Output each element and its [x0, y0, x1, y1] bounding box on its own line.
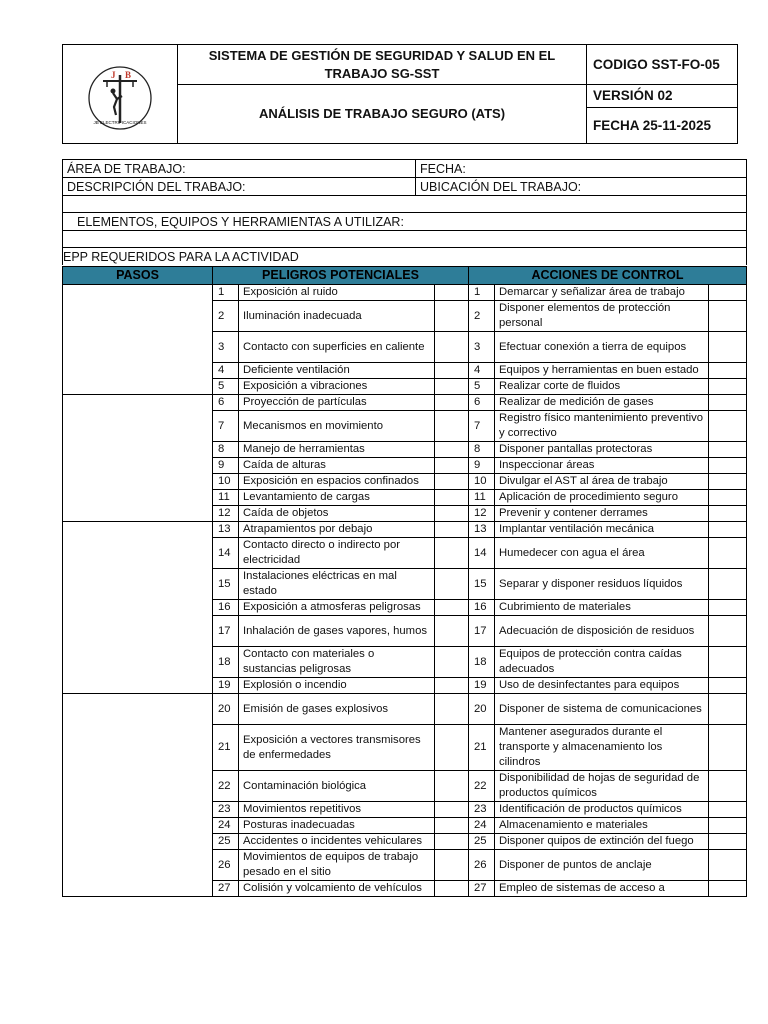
accion-number: 26 — [469, 850, 495, 881]
accion-check-cell[interactable] — [709, 411, 747, 442]
accion-text: Equipos y herramientas en buen estado — [495, 363, 709, 379]
col-acciones-header: ACCIONES DE CONTROL — [469, 267, 747, 285]
peligro-check-cell[interactable] — [435, 395, 469, 411]
peligro-number: 16 — [213, 600, 239, 616]
accion-text: Equipos de protección contra caídas adecuados — [495, 647, 709, 678]
peligro-check-cell[interactable] — [435, 490, 469, 506]
peligro-number: 6 — [213, 395, 239, 411]
peligro-text: Mecanismos en movimiento — [239, 411, 435, 442]
peligro-number: 17 — [213, 616, 239, 647]
document-version: VERSIÓN 02 — [587, 85, 737, 108]
peligro-text: Contacto directo o indirecto por electricidad — [239, 538, 435, 569]
peligro-text: Movimientos de equipos de trabajo pesado en el sitio — [239, 850, 435, 881]
peligro-number: 4 — [213, 363, 239, 379]
accion-number: 16 — [469, 600, 495, 616]
accion-text: Prevenir y contener derrames — [495, 506, 709, 522]
accion-number: 20 — [469, 694, 495, 725]
accion-text: Disponer de sistema de comunicaciones — [495, 694, 709, 725]
peligro-number: 23 — [213, 802, 239, 818]
peligro-number: 26 — [213, 850, 239, 881]
accion-check-cell[interactable] — [709, 395, 747, 411]
accion-text: Demarcar y señalizar área de trabajo — [495, 285, 709, 301]
accion-check-cell[interactable] — [709, 678, 747, 694]
peligro-text: Contacto con materiales o sustancias peligrosas — [239, 647, 435, 678]
accion-check-cell[interactable] — [709, 647, 747, 678]
accion-number: 7 — [469, 411, 495, 442]
accion-text: Divulgar el AST al área de trabajo — [495, 474, 709, 490]
peligro-check-cell[interactable] — [435, 834, 469, 850]
peligro-number: 5 — [213, 379, 239, 395]
peligro-check-cell[interactable] — [435, 285, 469, 301]
accion-check-cell[interactable] — [709, 332, 747, 363]
descripcion-blank-line[interactable] — [63, 196, 747, 213]
svg-text:J: J — [111, 70, 116, 80]
accion-number: 19 — [469, 678, 495, 694]
accion-number: 27 — [469, 881, 495, 897]
accion-number: 11 — [469, 490, 495, 506]
peligro-text: Inhalación de gases vapores, humos — [239, 616, 435, 647]
peligro-text: Emisión de gases explosivos — [239, 694, 435, 725]
peligro-check-cell[interactable] — [435, 379, 469, 395]
peligro-number: 24 — [213, 818, 239, 834]
paso-cell[interactable] — [63, 522, 213, 694]
peligro-number: 2 — [213, 301, 239, 332]
peligro-text: Explosión o incendio — [239, 678, 435, 694]
accion-check-cell[interactable] — [709, 725, 747, 771]
table-row — [63, 395, 747, 411]
accion-check-cell[interactable] — [709, 301, 747, 332]
accion-number: 12 — [469, 506, 495, 522]
peligro-text: Deficiente ventilación — [239, 363, 435, 379]
document-date: FECHA 25-11-2025 — [593, 118, 712, 133]
elementos-field[interactable]: ELEMENTOS, EQUIPOS Y HERRAMIENTAS A UTILIZAR: — [63, 213, 747, 231]
peligro-check-cell[interactable] — [435, 442, 469, 458]
accion-number: 10 — [469, 474, 495, 490]
accion-number: 18 — [469, 647, 495, 678]
accion-number: 2 — [469, 301, 495, 332]
accion-check-cell[interactable] — [709, 379, 747, 395]
accion-check-cell[interactable] — [709, 490, 747, 506]
peligro-text: Caída de objetos — [239, 506, 435, 522]
peligro-check-cell[interactable] — [435, 802, 469, 818]
fecha-field[interactable]: FECHA: — [416, 160, 747, 178]
accion-text: Implantar ventilación mecánica — [495, 522, 709, 538]
peligro-number: 18 — [213, 647, 239, 678]
peligro-number: 19 — [213, 678, 239, 694]
peligro-check-cell[interactable] — [435, 600, 469, 616]
peligro-check-cell[interactable] — [435, 474, 469, 490]
accion-check-cell[interactable] — [709, 600, 747, 616]
svg-text:B: B — [125, 70, 132, 80]
accion-number: 6 — [469, 395, 495, 411]
accion-number: 25 — [469, 834, 495, 850]
peligro-number: 27 — [213, 881, 239, 897]
peligro-text: Caída de alturas — [239, 458, 435, 474]
peligro-text: Exposición a vibraciones — [239, 379, 435, 395]
peligro-text: Contaminación biológica — [239, 771, 435, 802]
peligro-check-cell[interactable] — [435, 332, 469, 363]
peligro-text: Contacto con superficies en caliente — [239, 332, 435, 363]
accion-check-cell[interactable] — [709, 850, 747, 881]
accion-text: Aplicación de procedimiento seguro — [495, 490, 709, 506]
peligro-text: Movimientos repetitivos — [239, 802, 435, 818]
peligro-number: 13 — [213, 522, 239, 538]
peligro-text: Accidentes o incidentes vehiculares — [239, 834, 435, 850]
accion-text: Disponer quipos de extinción del fuego — [495, 834, 709, 850]
accion-text: Disponer de puntos de anclaje — [495, 850, 709, 881]
accion-text: Identificación de productos químicos — [495, 802, 709, 818]
table-row — [63, 694, 747, 725]
peligro-text: Atrapamientos por debajo — [239, 522, 435, 538]
company-logo — [63, 45, 178, 144]
hazards-table — [62, 266, 747, 897]
accion-number: 24 — [469, 818, 495, 834]
accion-check-cell[interactable] — [709, 569, 747, 600]
accion-text: Mantener asegurados durante el transporte y almacenamiento los cilindros — [495, 725, 709, 771]
peligro-check-cell[interactable] — [435, 506, 469, 522]
system-title: SISTEMA DE GESTIÓN DE SEGURIDAD Y SALUD EN EL TRABAJO SG-SST — [178, 45, 587, 85]
peligro-number: 20 — [213, 694, 239, 725]
accion-number: 23 — [469, 802, 495, 818]
accion-check-cell[interactable] — [709, 694, 747, 725]
accion-number: 13 — [469, 522, 495, 538]
peligro-check-cell[interactable] — [435, 301, 469, 332]
accion-check-cell[interactable] — [709, 616, 747, 647]
peligro-check-cell[interactable] — [435, 458, 469, 474]
peligro-text: Posturas inadecuadas — [239, 818, 435, 834]
accion-check-cell[interactable] — [709, 771, 747, 802]
accion-number: 21 — [469, 725, 495, 771]
peligro-text: Exposición a vectores transmisores de enfermedades — [239, 725, 435, 771]
peligro-text: Instalaciones eléctricas en mal estado — [239, 569, 435, 600]
peligro-check-cell[interactable] — [435, 616, 469, 647]
accion-check-cell[interactable] — [709, 538, 747, 569]
accion-number: 8 — [469, 442, 495, 458]
accion-check-cell[interactable] — [709, 506, 747, 522]
col-peligros-header: PELIGROS POTENCIALES — [213, 267, 469, 285]
peligro-text: Iluminación inadecuada — [239, 301, 435, 332]
accion-text: Disponer elementos de protección personal — [495, 301, 709, 332]
work-info-form — [62, 159, 747, 265]
accion-text: Empleo de sistemas de acceso a — [495, 881, 709, 897]
peligro-text: Colisión y volcamiento de vehículos — [239, 881, 435, 897]
descripcion-field[interactable]: DESCRIPCIÓN DEL TRABAJO: — [63, 178, 416, 196]
accion-number: 22 — [469, 771, 495, 802]
accion-check-cell[interactable] — [709, 834, 747, 850]
peligro-number: 21 — [213, 725, 239, 771]
accion-text: Registro físico mantenimiento preventivo y correctivo — [495, 411, 709, 442]
accion-check-cell[interactable] — [709, 363, 747, 379]
accion-number: 9 — [469, 458, 495, 474]
paso-cell[interactable] — [63, 694, 213, 897]
peligro-number: 22 — [213, 771, 239, 802]
accion-check-cell[interactable] — [709, 818, 747, 834]
ubicacion-field[interactable]: UBICACIÓN DEL TRABAJO: — [416, 178, 747, 196]
peligro-check-cell[interactable] — [435, 538, 469, 569]
peligro-text: Exposición a atmosferas peligrosas — [239, 600, 435, 616]
accion-number: 5 — [469, 379, 495, 395]
peligro-check-cell[interactable] — [435, 363, 469, 379]
accion-text: Disponibilidad de hojas de seguridad de productos químicos — [495, 771, 709, 802]
accion-text: Cubrimiento de materiales — [495, 600, 709, 616]
peligro-check-cell[interactable] — [435, 818, 469, 834]
epp-field[interactable]: EPP REQUERIDOS PARA LA ACTIVIDAD — [63, 248, 747, 266]
accion-check-cell[interactable] — [709, 881, 747, 897]
accion-check-cell[interactable] — [709, 474, 747, 490]
accion-check-cell[interactable] — [709, 802, 747, 818]
table-row — [63, 285, 747, 301]
elementos-blank-line[interactable] — [63, 231, 747, 248]
accion-text: Almacenamiento e materiales — [495, 818, 709, 834]
peligro-check-cell[interactable] — [435, 850, 469, 881]
accion-number: 15 — [469, 569, 495, 600]
accion-text: Realizar corte de fluidos — [495, 379, 709, 395]
accion-text: Adecuación de disposición de residuos — [495, 616, 709, 647]
area-field[interactable]: ÁREA DE TRABAJO: — [63, 160, 416, 178]
document-title: ANÁLISIS DE TRABAJO SEGURO (ATS) — [178, 85, 587, 144]
accion-text: Disponer pantallas protectoras — [495, 442, 709, 458]
peligro-number: 10 — [213, 474, 239, 490]
peligro-number: 14 — [213, 538, 239, 569]
peligro-check-cell[interactable] — [435, 678, 469, 694]
accion-check-cell[interactable] — [709, 458, 747, 474]
accion-number: 4 — [469, 363, 495, 379]
accion-text: Uso de desinfectantes para equipos — [495, 678, 709, 694]
peligro-number: 3 — [213, 332, 239, 363]
logo-caption: JB ELECTRIFICACIONES — [93, 120, 147, 125]
peligro-check-cell[interactable] — [435, 647, 469, 678]
peligro-check-cell[interactable] — [435, 569, 469, 600]
peligro-check-cell[interactable] — [435, 881, 469, 897]
accion-number: 1 — [469, 285, 495, 301]
accion-check-cell[interactable] — [709, 522, 747, 538]
peligro-number: 15 — [213, 569, 239, 600]
accion-text: Efectuar conexión a tierra de equipos — [495, 332, 709, 363]
accion-text: Separar y disponer residuos líquidos — [495, 569, 709, 600]
paso-cell[interactable] — [63, 395, 213, 522]
peligro-check-cell[interactable] — [435, 725, 469, 771]
peligro-check-cell[interactable] — [435, 411, 469, 442]
peligro-number: 12 — [213, 506, 239, 522]
col-pasos-header: PASOS — [63, 267, 213, 285]
accion-text: Inspeccionar áreas — [495, 458, 709, 474]
peligro-number: 1 — [213, 285, 239, 301]
accion-check-cell[interactable] — [709, 442, 747, 458]
peligro-check-cell[interactable] — [435, 771, 469, 802]
peligro-text: Exposición en espacios confinados — [239, 474, 435, 490]
peligro-number: 8 — [213, 442, 239, 458]
document-header — [62, 44, 738, 144]
accion-number: 17 — [469, 616, 495, 647]
accion-text: Humedecer con agua el área — [495, 538, 709, 569]
table-row — [63, 522, 747, 538]
accion-number: 14 — [469, 538, 495, 569]
peligro-text: Manejo de herramientas — [239, 442, 435, 458]
accion-number: 3 — [469, 332, 495, 363]
peligro-number: 25 — [213, 834, 239, 850]
paso-cell[interactable] — [63, 285, 213, 395]
peligro-number: 7 — [213, 411, 239, 442]
accion-text: Realizar de medición de gases — [495, 395, 709, 411]
accion-check-cell[interactable] — [709, 285, 747, 301]
peligro-check-cell[interactable] — [435, 694, 469, 725]
peligro-number: 9 — [213, 458, 239, 474]
peligro-text: Exposición al ruido — [239, 285, 435, 301]
peligro-text: Levantamiento de cargas — [239, 490, 435, 506]
document-code: CODIGO SST-FO-05 — [587, 45, 738, 85]
peligro-text: Proyección de partículas — [239, 395, 435, 411]
version-date-cell — [587, 85, 738, 144]
peligro-check-cell[interactable] — [435, 522, 469, 538]
peligro-number: 11 — [213, 490, 239, 506]
